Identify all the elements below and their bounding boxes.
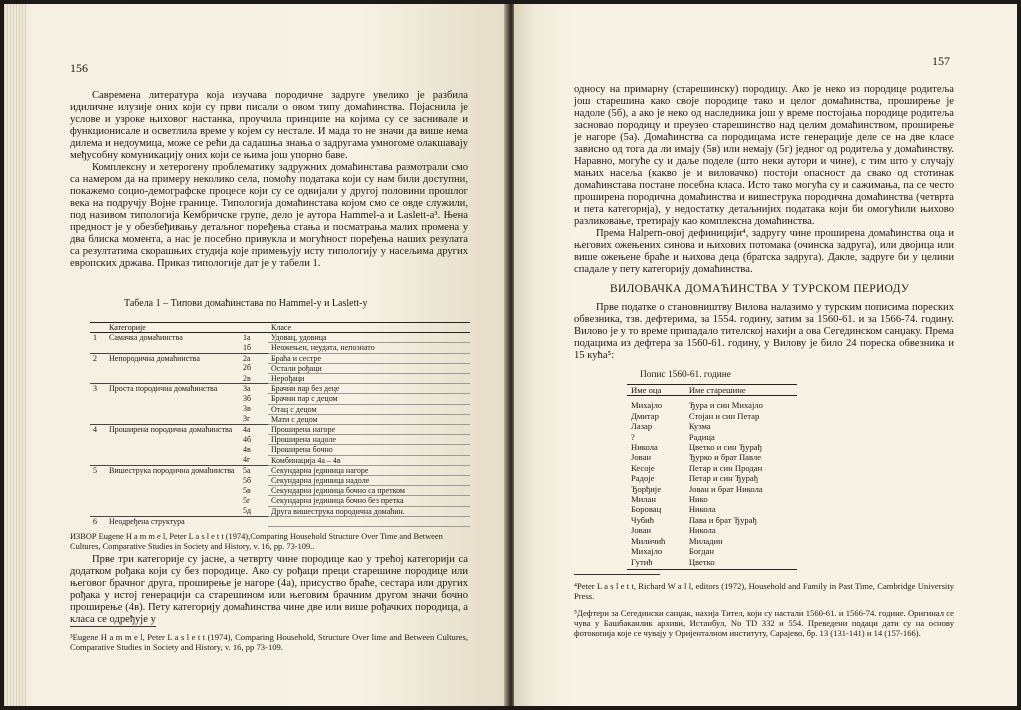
right-text-block-2 (574, 302, 954, 362)
table-row (627, 463, 797, 473)
census-table (627, 384, 797, 570)
category-number: 5 (93, 465, 97, 475)
table-row (627, 452, 797, 462)
class-label: Отац с децом (268, 404, 470, 414)
table-row (627, 504, 797, 514)
father-name: Михајло (631, 546, 663, 557)
category-name: Непородична домаћинства (109, 353, 200, 363)
table-row (90, 516, 470, 526)
category-number: 3 (93, 384, 97, 394)
head-name: Петар и син Продан (688, 462, 763, 473)
category-number: 2 (93, 353, 97, 363)
page-number: 156 (70, 61, 88, 75)
father-name: Ђорђије (631, 483, 662, 494)
category-name: Проста породична домаћинства (109, 384, 218, 394)
table-row (627, 515, 797, 525)
class-label: Секундарна јединица бочно са претком (268, 486, 470, 496)
column-header: Класе (271, 323, 292, 332)
head-name: Богдан (688, 546, 714, 557)
class-code: 4в (243, 444, 251, 454)
paragraph: односу на примарну (старешинску) породицу. Ако је неко из породице родитеља још старешина како своје породице тако и целог домаћинства, проширење је надоле (5б), а ако је неко од наследника још у време постојања породице родитеља засновао породицу и преузео старешинство над целим домаћинством, проширење је нагоре (5а). Домаћинства са породицама исте генерације деле се на две класе зависно од тога да ли имају (5в) или немају (5г) једног од родитеља у домаћинству. Наравно, могуће су и даље поделе (што неки аутори и чине), с тим што у случају мањих насеља (какво је и виловачко) постоји опасност да свако од стотинак домаћинстава постане посебна класа. Исто тако могућа су и сажимања, па се често проширена породична домаћинства и вишеструка породична домаћинства (четврта и пета категорија), у недостатку детаљнијих података који би омогућили њихово разликовање, третирају као комплексна домаћинства. (574, 84, 954, 227)
class-code: 3б (243, 393, 252, 403)
class-code: 3г (243, 414, 251, 424)
head-name: Цветко (685, 557, 797, 570)
head-name: Пава и брат Ђурађ (688, 514, 757, 525)
class-code: 1а (243, 333, 251, 343)
head-name: Никола (688, 504, 716, 515)
father-name: Милан (631, 494, 656, 505)
head-name: Јован и брат Никола (688, 483, 763, 494)
table-row (627, 411, 797, 421)
category-name: Вишеструка породична домаћинства (109, 465, 235, 475)
table-caption: Табела 1 – Типови домаћинстава по Hammel-у и Laslett-у (124, 298, 368, 309)
father-name: Михајло (631, 400, 663, 411)
right-page (514, 4, 1017, 706)
class-code: 2б (243, 363, 252, 373)
class-label: Остали рођаци (268, 363, 470, 373)
father-name: ? (631, 431, 635, 442)
head-name: Нико (688, 494, 708, 505)
table-row (627, 442, 797, 452)
category-number: 6 (93, 516, 97, 526)
census-title: Попис 1560-61. године (640, 370, 731, 380)
class-label: Проширена бочно (268, 445, 470, 455)
footnote-divider (70, 626, 156, 627)
class-label: Мати с децом (268, 414, 470, 424)
table-row (627, 432, 797, 442)
head-name: Цветко и син Ђурађ (688, 442, 762, 453)
father-name: Боровац (631, 504, 662, 515)
table-row (627, 557, 797, 570)
page-edges (4, 4, 26, 706)
category-name: Проширена породична домаћинства (109, 425, 233, 435)
footnote-divider (574, 574, 660, 575)
father-name: Дмитар (631, 410, 659, 421)
table-row (90, 465, 470, 475)
table-row (627, 536, 797, 546)
class-label: Секундарна јединица бочно без претка (268, 496, 470, 506)
class-label: Неожењен, неудата, непознато (268, 343, 470, 353)
class-label: Секундарна јединица надоле (268, 476, 470, 486)
father-name: Миличић (631, 535, 666, 546)
father-name: Никола (631, 442, 658, 453)
page-number: 157 (932, 54, 950, 68)
column-header: Категорије (109, 323, 146, 332)
table-row (627, 421, 797, 431)
class-code: 3а (243, 384, 251, 394)
father-name: Јован (631, 452, 651, 463)
class-label: Проширена надоле (268, 435, 470, 445)
head-name: Ђура и син Михајло (688, 400, 763, 411)
father-name: Чубић (631, 514, 655, 525)
head-name: Миладин (688, 535, 723, 546)
father-name: Јован (631, 525, 651, 536)
paragraph: Прве податке о становништву Вилова налазимо у турским пописима пореских обвезника, тзв. дефтерима, за 1554. годину, затим за 1560-61. и за 1566-74. годину. Вилово је у то време припадало тителској нахији а ова Сегединском санџаку. Према подацима из дефтера за 1560-61. годину, у Вилову је било 24 пореска обвезника и 15 кућа⁵: (574, 302, 954, 361)
footnote: ⁴Peter L a s l e t t, Richard W a l l, editors (1972), Household and Family in Past Time, Cambridge University Press. (574, 581, 954, 601)
paragraph: Комплексну и хетерогену проблематику задружних домаћинстава размотрали смо са намером да на примеру неколико села, помоћу података који су нам били доступни, покажемо социо-демографске процесе који су се одвијали у другој половини прошлог века на подручју Војне границе. Типологија домаћинстава којом смо се овде служили, под називом типологија Кембричске групе, дело је аутора Hammel-а и Laslett-а³. Њена предност је у обезбеђивању детаљног поређења стања и посматрања малих промена у два блиска момента, а нас је посебно привукла и могућност поређења наших резулата са резултатима скорашњих студија које примењују исту типологију у насељима других европских држава. Приказ типологије дат је у табели 1. (70, 162, 468, 269)
paragraph: Савремена литература која изучава породичне задруге увелико је разбила идиличне илузије оних који су први писали о овом типу домаћинства. Појаснила је услове и узроке њиховог настанка, проучила принципе на којима су се заснивале и функционисале и осветлила време у којем су нестале. И мада то не значи да више нема дилема и недоумица, може се рећи да садашња знања о задругама умногоме олакшавају међусобну комуникацију оних који се њима још упорно баве. (70, 90, 468, 161)
class-label: Друга вишеструка породична домаћин. (268, 506, 470, 516)
paragraph: Прве три категорије су јасне, а четврту чине породице као у трећој категорији са додатком рођака који су без породице. Ако су рођаци преци старешине породице или његовог брачног друга, проширење је нагоре (4а), присуство браће, сестара или других рођака у истој генерацији са старешином или његовим брачним другом значи бочно проширење (4в). Пету категорију домаћинства чине две или више рођачких породица, а класа се одређује у (70, 554, 468, 625)
class-label: Нерођаци (268, 374, 470, 384)
head-name: Радица (688, 431, 715, 442)
table-source-note: ИЗВОР Eugene H a m m e l, Peter L a s l e t t (1974),Comparing Household Structure Over Time and Between Cultures, Comparative Studies in Society and History, v. 16, pp. 73-109.. (70, 532, 443, 551)
table-row (90, 384, 470, 394)
left-text-block-2 (70, 554, 468, 626)
father-name: Гутић (627, 557, 685, 570)
class-label (268, 516, 470, 526)
class-code: 4б (243, 434, 252, 444)
class-code: 5а (243, 465, 251, 475)
column-header: Име старешине (685, 385, 797, 396)
class-code: 5г (243, 495, 251, 505)
category-name: Неодређена структура (109, 516, 185, 526)
category-number: 4 (93, 425, 97, 435)
head-name: Петар и син Ђурађ (688, 473, 758, 484)
head-name: Кузма (688, 421, 711, 432)
table-row (627, 546, 797, 556)
section-heading: ВИЛОВАЧКА ДОМАЋИНСТВА У ТУРСКОМ ПЕРИОДУ (610, 283, 910, 295)
head-name: Никола (688, 525, 716, 536)
footnote: ³Eugene H a m m e l, Peter L a s l e t t (1974), Comparing Household, Structure Over lime and Between Cultures, Comparative Studies in Society and History, v. 16, pp 73-109. (70, 632, 468, 652)
table-row (627, 484, 797, 494)
class-label: Брачни пар с децом (268, 394, 470, 404)
table-row (90, 353, 470, 363)
table-row (90, 333, 470, 343)
class-label: Комбинација 4а – 4в (268, 455, 470, 465)
class-code: 2в (243, 373, 251, 383)
class-code: 3в (243, 404, 251, 414)
class-code (240, 516, 268, 526)
class-code: 5в (243, 485, 251, 495)
table-row (627, 525, 797, 535)
class-label: Браћа и сестре (268, 353, 470, 363)
class-label: Удовац, удовица (268, 333, 470, 343)
category-name: Самачка домаћинства (109, 333, 183, 343)
class-code: 5б (243, 475, 252, 485)
book-spread (4, 4, 1017, 706)
table-row (627, 396, 797, 411)
class-label: Брачни пар без деце (268, 384, 470, 394)
head-name: Стојан и син Петар (688, 410, 760, 421)
table-row (627, 494, 797, 504)
table-row (627, 473, 797, 483)
footnote: ⁵Дефтери за Сегедински санџак, нахија Тител, који су настали 1560-61. и 1566-74. године. Оригинал се чува у Башбаканлик архиви, Истанбул, No TD 332 и 554. Преведени подаци дати су на основу фотокопија које се чувају у Оријенталном институту, Сарајево, бр. 13 (131-141) и 14 (157-166). (574, 608, 954, 638)
class-code: 1б (243, 342, 252, 352)
father-name: Кесоје (631, 462, 655, 473)
paragraph: Према Halpern-овој дефиницији⁴, задругу чине проширена домаћинства оца и његових ожењених синова и њихових потомака (очинска задруга), или двојица или више ожењене браће и њихова деца (братска задруга). Дакле, задруге би у целини спадале у пету категорију домаћинства. (574, 228, 954, 275)
class-label: Секундарна јединица нагоре (268, 465, 470, 475)
category-number: 1 (93, 333, 97, 343)
column-header: Име оца (627, 385, 685, 396)
right-text-block-1 (574, 84, 954, 276)
class-code: 4г (243, 455, 251, 465)
class-code: 4а (243, 425, 251, 435)
father-name: Радоје (631, 473, 655, 484)
left-text-block-1 (70, 90, 468, 270)
head-name: Ђурко и брат Павле (688, 452, 762, 463)
class-label: Проширена нагоре (268, 425, 470, 435)
class-code: 2а (243, 353, 251, 363)
household-types-table (90, 322, 470, 527)
class-code: 5д (243, 506, 252, 516)
father-name: Лазар (631, 421, 653, 432)
left-page (4, 4, 507, 706)
table-row (90, 425, 470, 435)
